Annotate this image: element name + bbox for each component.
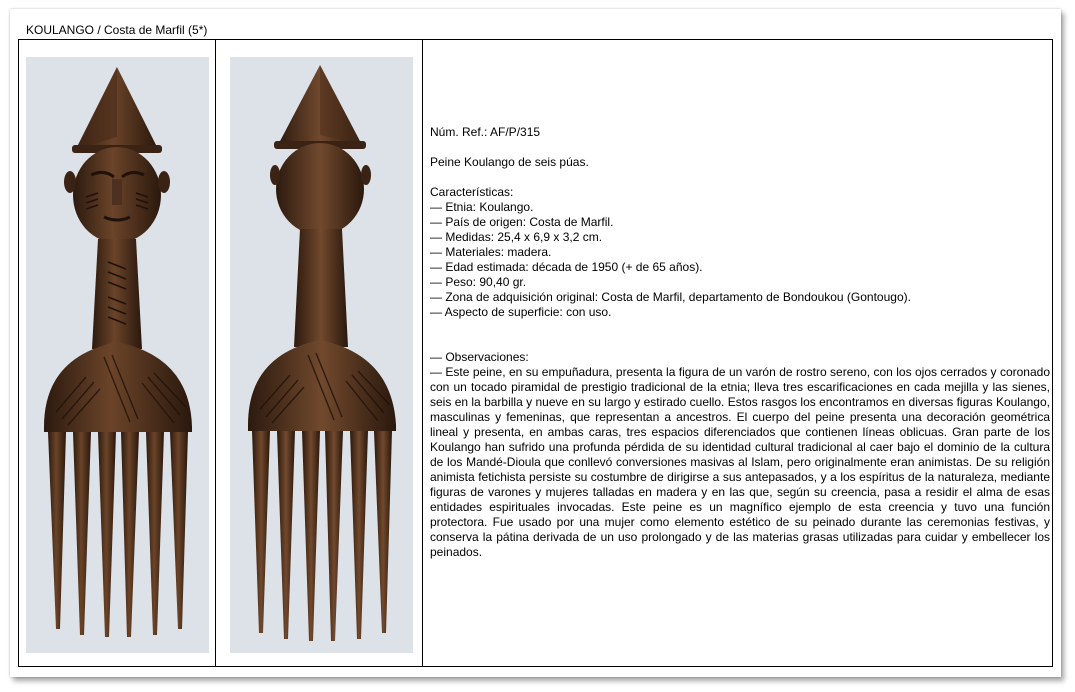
- reference-number: Núm. Ref.: AF/P/315: [430, 125, 541, 139]
- observations-text: — Este peine, en su empuñadura, presenta la figura de un varón de rostro sereno, con los ojos cerrados y coronado con un tocado piramidal de prestigio tradicional de la etnia; lleva tres escarificaciones en cada mejilla y las sienes, seis en la barbilla y nueve en su largo y estirado cuello. Estos rasgos los encontramos en diversas figuras Koulango, masculinas y femeninas, que representan a ancestros. El cuerpo del peine presenta una decoración geométrica lineal y presenta, en ambas caras, tres espacios diferenciados que contienen líneas oblicuas. Gran parte de los Koulango han sufrido una profunda pérdida de su identidad cultural tradicional al caer bajo el dominio de la cultura de los Mandé-Dioula que conllevó conversiones masivas al Islam, pero originalmente eran animistas. De su religión animista fetichista persiste su costumbre de dirigirse a sus antepasados, y a los espíritus de la naturaleza, mediante figuras de varones y mujeres talladas en madera y en las que, según su creencia, pasa a residir el alma de esas entidades espirituales invocadas. Este peine es un magnífico ejemplo de esta creencia y tuvo una función protectora. Fue usado por una mujer como elemento estético de su peinado durante las ceremonias festivas, y conserva la pátina derivada de un uso prolongado y de las materias grasas utilizadas para cuidar y embellecer los peinados.: [430, 365, 1050, 559]
- feature-dimensions: — Medidas: 25,4 x 6,9 x 3,2 cm.: [430, 230, 603, 244]
- column-divider-2: [422, 40, 423, 666]
- document-page: [10, 9, 1061, 677]
- feature-weight: — Peso: 90,40 gr.: [430, 275, 527, 289]
- feature-surface: — Aspecto de superficie: con uso.: [430, 305, 612, 319]
- catalog-table: [18, 39, 1053, 667]
- column-divider-1: [215, 40, 216, 666]
- summary-text: Peine Koulango de seis púas.: [430, 155, 589, 169]
- observations-heading: — Observaciones:: [430, 350, 529, 364]
- comb-back-image: [230, 57, 413, 653]
- feature-materials: — Materiales: madera.: [430, 245, 552, 259]
- feature-country: — País de origen: Costa de Marfil.: [430, 215, 614, 229]
- feature-age: — Edad estimada: década de 1950 (+ de 65 años).: [430, 260, 703, 274]
- document-title: KOULANGO / Costa de Marfil (5*): [26, 23, 208, 37]
- feature-ethnicity: — Etnia: Koulango.: [430, 200, 534, 214]
- comb-front-image: [26, 57, 209, 653]
- feature-acquisition-zone: — Zona de adquisición original: Costa de Marfil, departamento de Bondoukou (Gontougo).: [430, 290, 911, 304]
- features-heading: Características:: [430, 185, 514, 199]
- description-cell: [430, 125, 1050, 560]
